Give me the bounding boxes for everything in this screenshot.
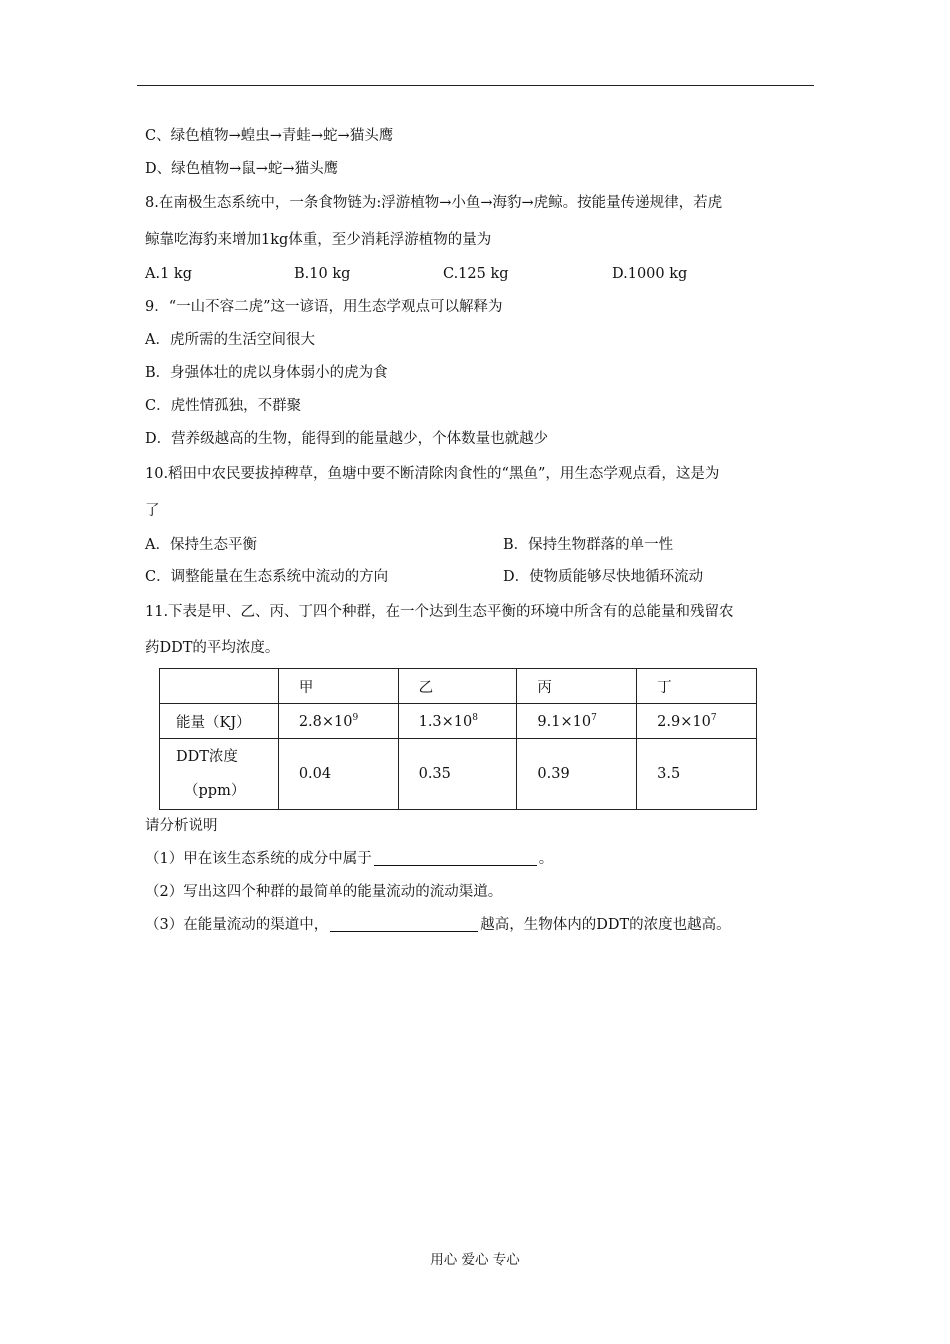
ddt-cell-yi: 0.35 — [398, 739, 517, 810]
table-corner-cell — [160, 669, 279, 704]
q7-option-c: C、绿色植物→蝗虫→青蛙→蛇→猫头鹰 — [145, 128, 394, 144]
q8-option-a: A.1 kg — [145, 266, 192, 282]
q8-option-b: B.10 kg — [294, 266, 351, 282]
ddt-table — [159, 668, 757, 810]
q7-option-d: D、绿色植物→鼠→蛇→猫头鹰 — [145, 161, 339, 177]
q8-option-c: C.125 kg — [443, 266, 509, 282]
q11-sub2: （2）写出这四个种群的最简单的能量流动的流动渠道。 — [145, 884, 503, 900]
ddt-cell-bing: 0.39 — [517, 739, 637, 810]
q10-option-d: D．使物质能够尽快地循环流动 — [503, 569, 704, 585]
energy-cell-bing: $9.1\times 10^7$ — [517, 704, 637, 739]
header-rule — [137, 85, 814, 86]
table-row-energy — [160, 704, 757, 739]
answer-blank-1[interactable] — [374, 849, 537, 866]
table-header-row — [160, 669, 757, 704]
ddt-cell-ding: 3.5 — [637, 739, 757, 810]
ddt-label-line1: DDT浓度 — [176, 749, 238, 765]
q10-stem-line2: 了 — [145, 503, 160, 519]
table-header-ding: 丁 — [637, 669, 757, 704]
table-header-jia: 甲 — [278, 669, 398, 704]
q9-stem: 9．“一山不容二虎”这一谚语，用生态学观点可以解释为 — [145, 299, 503, 315]
q10-option-c: C．调整能量在生态系统中流动的方向 — [145, 569, 389, 585]
q9-option-d: D．营养级越高的生物，能得到的能量越少，个体数量也就越少 — [145, 431, 549, 447]
table-header-yi: 乙 — [398, 669, 517, 704]
q9-option-b: B．身强体壮的虎以身体弱小的虎为食 — [145, 365, 388, 381]
q10-option-b: B．保持生物群落的单一性 — [503, 537, 674, 553]
ddt-cell-jia: 0.04 — [278, 739, 398, 810]
q11-stem-line2: 药DDT的平均浓度。 — [145, 640, 280, 656]
page-footer: 用心 爱心 专心 — [430, 1252, 520, 1268]
q9-option-c: C．虎性情孤独，不群聚 — [145, 398, 302, 414]
q8-stem-line1: 8.在南极生态系统中，一条食物链为:浮游植物→小鱼→海豹→虎鲸。按能量传递规律，若虎 — [145, 195, 723, 211]
q11-prompt: 请分析说明 — [145, 818, 218, 834]
energy-label: 能量（KJ） — [160, 704, 279, 739]
energy-cell-ding: $2.9\times 10^7$ — [637, 704, 757, 739]
q10-option-a: A．保持生态平衡 — [145, 537, 257, 553]
answer-blank-2[interactable] — [330, 915, 478, 932]
q11-stem-line1: 11.下表是甲、乙、丙、丁四个种群，在一个达到生态平衡的环境中所含有的总能量和残留农 — [145, 604, 734, 620]
energy-cell-jia: $2.8\times 10^9$ — [278, 704, 398, 739]
q8-option-d: D.1000 kg — [612, 266, 688, 282]
ddt-label — [160, 739, 279, 810]
table-header-bing: 丙 — [517, 669, 637, 704]
table-row-ddt — [160, 739, 757, 810]
q8-stem-line2: 鲸靠吃海豹来增加1kg体重，至少消耗浮游植物的量为 — [145, 232, 492, 248]
ddt-label-line2: （ppm） — [184, 783, 246, 799]
q11-sub1: （1）甲在该生态系统的成分中属于 。 — [145, 851, 554, 867]
q10-stem-line1: 10.稻田中农民要拔掉稗草，鱼塘中要不断清除肉食性的“黑鱼”，用生态学观点看，这是为 — [145, 466, 720, 482]
q9-option-a: A．虎所需的生活空间很大 — [145, 332, 315, 348]
q11-sub3: （3）在能量流动的渠道中， 越高，生物体内的DDT的浓度也越高。 — [145, 917, 731, 933]
energy-cell-yi: $1.3\times 10^8$ — [398, 704, 517, 739]
